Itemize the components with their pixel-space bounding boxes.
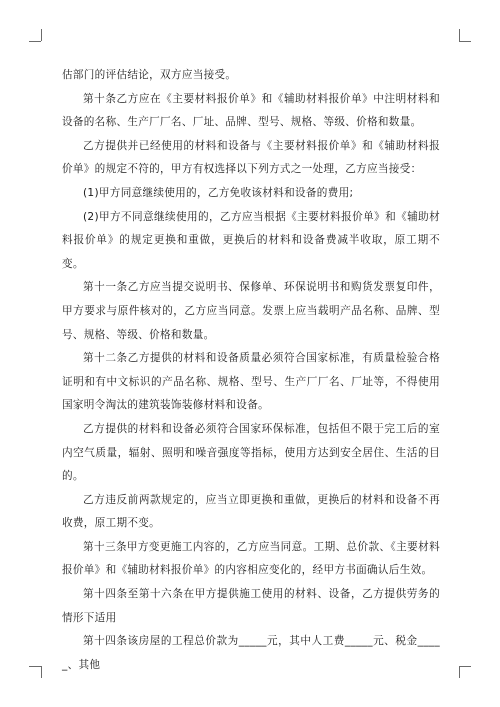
crop-mark-top-left-v xyxy=(41,29,42,41)
paragraph-nonconformity: 乙方提供并已经使用的材料和设备与《主要材料报价单》和《辅助材料报价单》的规定不符的，甲方有权选择以下列方式之一处理，乙方应当接受： xyxy=(62,139,440,176)
crop-mark-bottom-right-v xyxy=(459,666,460,678)
paragraph-environmental: 乙方提供的材料和设备必须符合国家环保标准，包括但不限于完工后的室内空气质量，辐射、照明和噪音强度等指标，使用方达到安全居住、生活的目的。 xyxy=(62,422,440,483)
paragraph-1: 估部门的评估结论，双方应当接受。 xyxy=(62,69,237,81)
paragraph-article-12: 第十二条乙方提供的材料和设备质量必须符合国家标准，有质量检验合格证明和有中文标识的产品名称、规格、型号、生产厂厂名、厂址等，不得使用国家明令淘汰的建筑装饰装修材料和设备。 xyxy=(62,352,440,412)
paragraph-article-11: 第十一条乙方应当提交说明书、保修单、环保说明书和购货发票复印件，甲方要求与原件核对的，乙方应当同意。发票上应当载明产品名称、品牌、型号、规格、等级、价格和数量。 xyxy=(62,281,440,341)
crop-mark-bottom-left-v xyxy=(41,666,42,678)
paragraph-article-10: 第十条乙方应在《主要材料报价单》和《辅助材料报价单》中注明材料和设备的名称、生产厂厂名、厂址、品牌、型号、规格、等级、价格和数量。 xyxy=(62,92,440,129)
paragraph-violation: 乙方违反前两款规定的，应当立即更换和重做，更换后的材料和设备不再收费，原工期不变。 xyxy=(62,493,440,530)
crop-mark-top-right-h xyxy=(459,41,471,42)
crop-mark-top-right-v xyxy=(459,29,460,41)
paragraph-option-2: (2)甲方不同意继续使用的，乙方应当根据《主要材料报价单》和《辅助材料报价单》的规定更换和重做，更换后的材料和设备费减半收取，原工期不变。 xyxy=(62,210,440,270)
crop-mark-bottom-right-h xyxy=(459,666,471,667)
paragraph-option-1: (1)甲方同意继续使用的，乙方免收该材料和设备的费用; xyxy=(83,186,354,199)
crop-mark-bottom-left-h xyxy=(29,666,41,667)
paragraph-article-13: 第十三条甲方变更施工内容的，乙方应当同意。工期、总价款、《主要材料报价单》和《辅助材料报价单》的内容相应变化的，经甲方书面确认后生效。 xyxy=(62,540,440,577)
paragraph-articles-14-16: 第十四条至第十六条在甲方提供施工使用的材料、设备，乙方提供劳务的情形下适用 xyxy=(62,588,440,624)
paragraph-article-14: 第十四条该房屋的工程总价款为_____元，其中人工费_____元、税金_____、其他 xyxy=(62,635,440,671)
crop-mark-top-left-h xyxy=(29,41,41,42)
document-body xyxy=(62,64,440,677)
